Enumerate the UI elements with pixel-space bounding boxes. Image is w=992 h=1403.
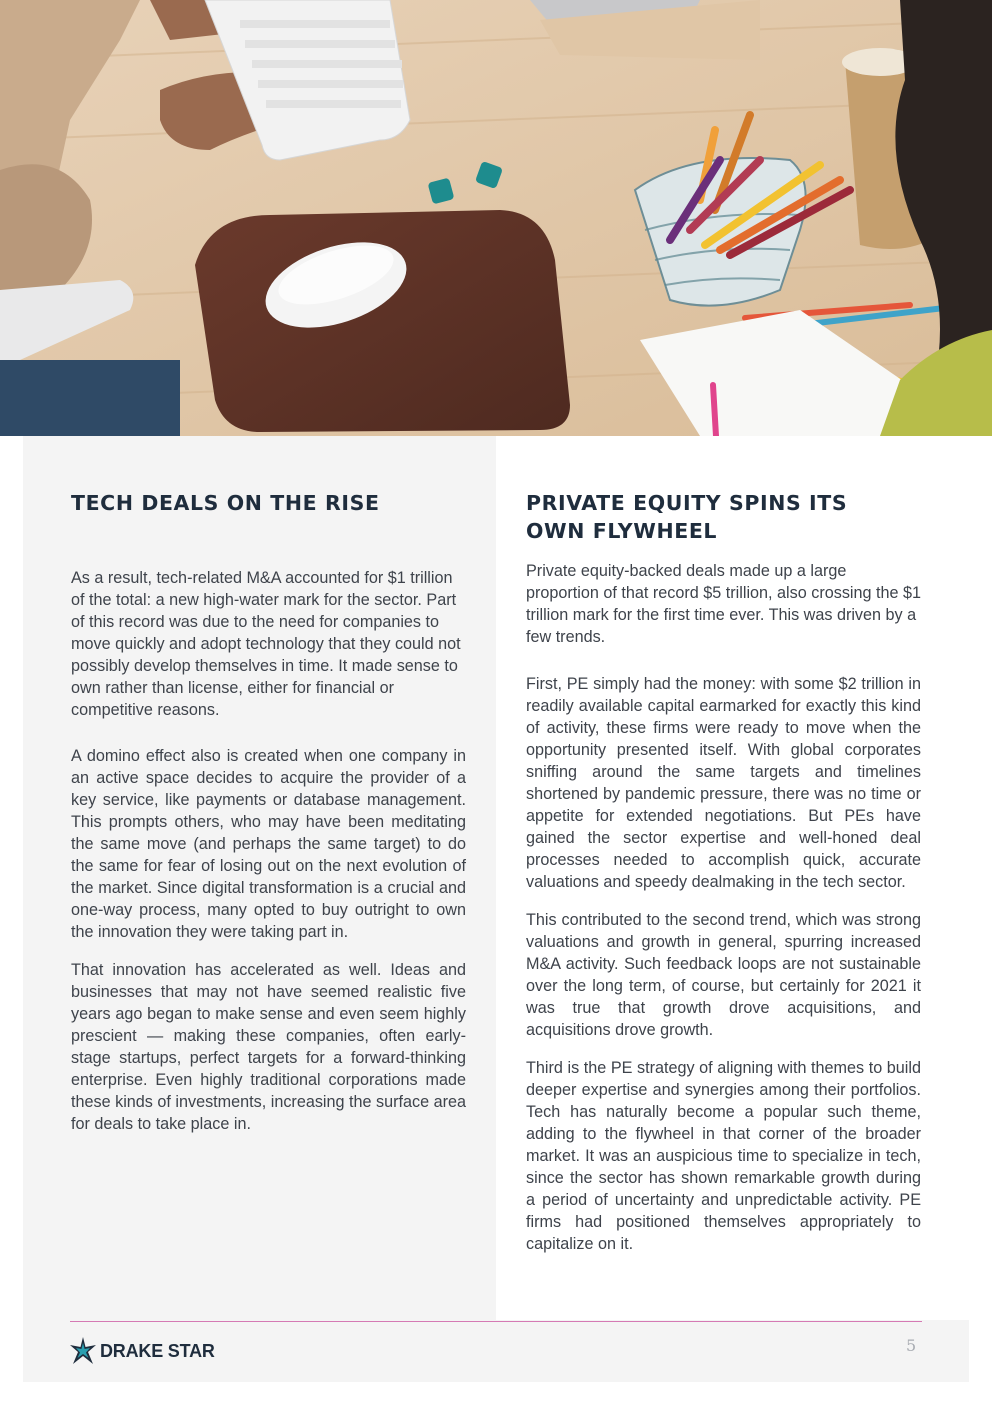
footer-rule [70, 1321, 922, 1322]
right-heading-line-1: PRIVATE EQUITY SPINS ITS [526, 491, 848, 515]
left-paragraph-3: That innovation has accelerated as well. Ideas and businesses that may not have seemed realistic five years ago began to make sense and even seem highly prescient — making these companies, often early-stage startups, perfect targets for a forward-thinking enterprise. Even highly traditional corporations made these kinds of investments, increasing the surface area for deals to take place in. [71, 961, 467, 1133]
left-column-text [71, 567, 466, 1151]
left-heading: TECH DEALS ON THE RISE [71, 491, 380, 515]
page-number: 5 [906, 1336, 917, 1355]
left-paragraph-1: As a result, tech-related M&A accounted for $1 trillion of the total: a new high-water mark for the sector. Part of this record was due to the need for companies to move quickly and adopt technology that they could not possibly develop themselves in time. It made sense to own rather than license, either for financial or competitive reasons. [71, 569, 461, 719]
brand-name: DRAKE STAR [100, 1340, 215, 1361]
right-paragraph-3: This contributed to the second trend, which was strong valuations and growth in general, spurring increased M&A activity. Such feedback loops are not sustainable over the long term, of course, but certainly for 2021 it was true that growth drove acquisitions, and acquisitions drove growth. [526, 911, 921, 1039]
hero-photo [0, 0, 992, 436]
right-paragraph-2: First, PE simply had the money: with some $2 trillion in readily available capital earmarked for exactly this kind of activity, these firms were ready to move when the opportunity presented itself. With global corporates sniffing around the same targets and timelines shortened by pandemic pressure, there was no time or appetite for extended negotiations. But PEs have gained the sector expertise and well-honed deal processes needed to accomplish quick, accurate valuations and speedy dealmaking in the tech sector. [526, 675, 921, 891]
right-heading [526, 489, 847, 545]
right-heading-line-2: OWN FLYWHEEL [526, 519, 718, 543]
right-column-text [526, 560, 921, 1271]
star-icon [70, 1337, 96, 1365]
right-paragraph-4: Third is the PE strategy of aligning with themes to build deeper expertise and synergies among their portfolios. Tech has naturally become a popular such theme, adding to the flywheel in that corner of the broader market. It was an auspicious time to specialize in tech, since the sector has shown remarkable growth during a period of uncertainty and unpredictable activity. PE firms had positioned themselves appropriately to capitalize on it. [526, 1059, 921, 1253]
right-paragraph-1: Private equity-backed deals made up a large proportion of that record $5 trillion, also crossing the $1 trillion mark for the first time ever. This was driven by a few trends. [526, 562, 922, 646]
drake-star-logo [70, 1336, 215, 1366]
left-paragraph-2: A domino effect also is created when one company in an active space decides to acquire the provider of a key service, like payments or database management. This prompts others, who may have been meditating the same move (and perhaps the same target) to do the same for fear of losing out on the next evolution of the market. Since digital transformation is a crucial and one-way process, many opted to buy outright to own the innovation they were taking part in. [71, 747, 466, 941]
